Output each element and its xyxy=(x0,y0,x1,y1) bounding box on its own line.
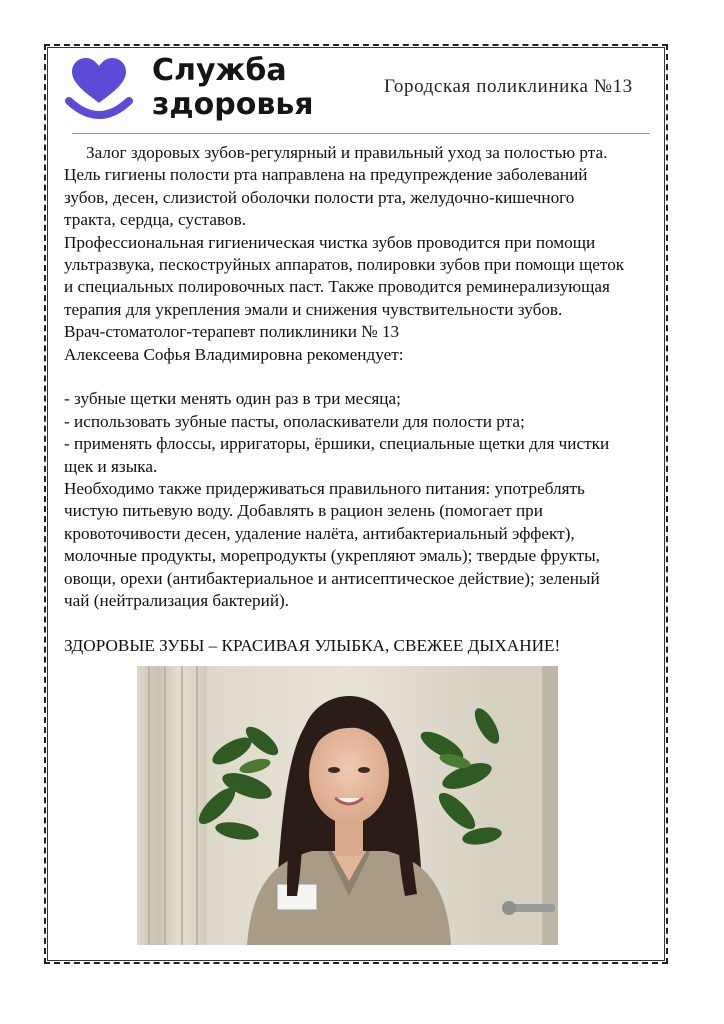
brand-logo-text xyxy=(152,54,314,122)
article-body xyxy=(64,142,664,657)
article-line: ультразвука, пескоструйных аппаратов, полировки зубов при помощи щеток xyxy=(64,255,625,275)
article-line: терапия для укрепления эмали и снижения чувствительности зубов. xyxy=(64,299,563,319)
article-line: Необходимо также придерживаться правильного питания: употреблять xyxy=(64,479,585,499)
slogan: ЗДОРОВЫЕ ЗУБЫ – КРАСИВАЯ УЛЫБКА, СВЕЖЕЕ ДЫХАНИЕ! xyxy=(64,635,561,655)
article-line: Цель гигиены полости рта направлена на предупреждение заболеваний xyxy=(64,165,588,185)
article-blank-line xyxy=(64,613,664,635)
article-line: щек и языка. xyxy=(64,456,158,476)
article-line: Алексеева Софья Владимировна рекомендует: xyxy=(64,344,404,364)
recommendation-item: - использовать зубные пасты, ополаскиватели для полости рта; xyxy=(64,411,525,431)
article-line: овощи, орехи (антибактериальное и антисептическое действие); зеленый xyxy=(64,568,600,588)
heart-smile-icon xyxy=(64,55,134,125)
brand-line-1: Служба xyxy=(152,53,287,88)
article-line: зубов, десен, слизистой оболочки полости рта, желудочно-кишечного xyxy=(64,187,575,207)
recommendation-item: - зубные щетки менять один раз в три месяца; xyxy=(64,389,401,409)
article-line: и специальных полировочных паст. Также проводится реминерализующая xyxy=(64,277,610,297)
doctor-photo xyxy=(137,666,558,945)
recommendation-item: - применять флоссы, ирригаторы, ёршики, специальные щетки для чистки xyxy=(64,434,610,454)
header-divider xyxy=(72,133,650,134)
article-blank-line xyxy=(64,366,664,388)
brand-line-2: здоровья xyxy=(152,87,314,122)
clinic-name: Городская поликлиника №13 xyxy=(384,76,633,97)
article-line: чистую питьевую воду. Добавлять в рацион зелень (помогает при xyxy=(64,501,543,521)
article-line: Профессиональная гигиеническая чистка зубов проводится при помощи xyxy=(64,232,596,252)
article-line: тракта, сердца, суставов. xyxy=(64,210,246,230)
article-line: Врач-стоматолог-терапевт поликлиники № 13 xyxy=(64,322,400,342)
article-line: кровоточивости десен, удаление налёта, антибактериальный эффект), xyxy=(64,523,575,543)
article-line: Залог здоровых зубов-регулярный и правильный уход за полостью рта. xyxy=(86,143,608,162)
article-line: молочные продукты, морепродукты (укрепляют эмаль); твердые фрукты, xyxy=(64,546,600,566)
article-line: чай (нейтрализация бактерий). xyxy=(64,591,290,611)
